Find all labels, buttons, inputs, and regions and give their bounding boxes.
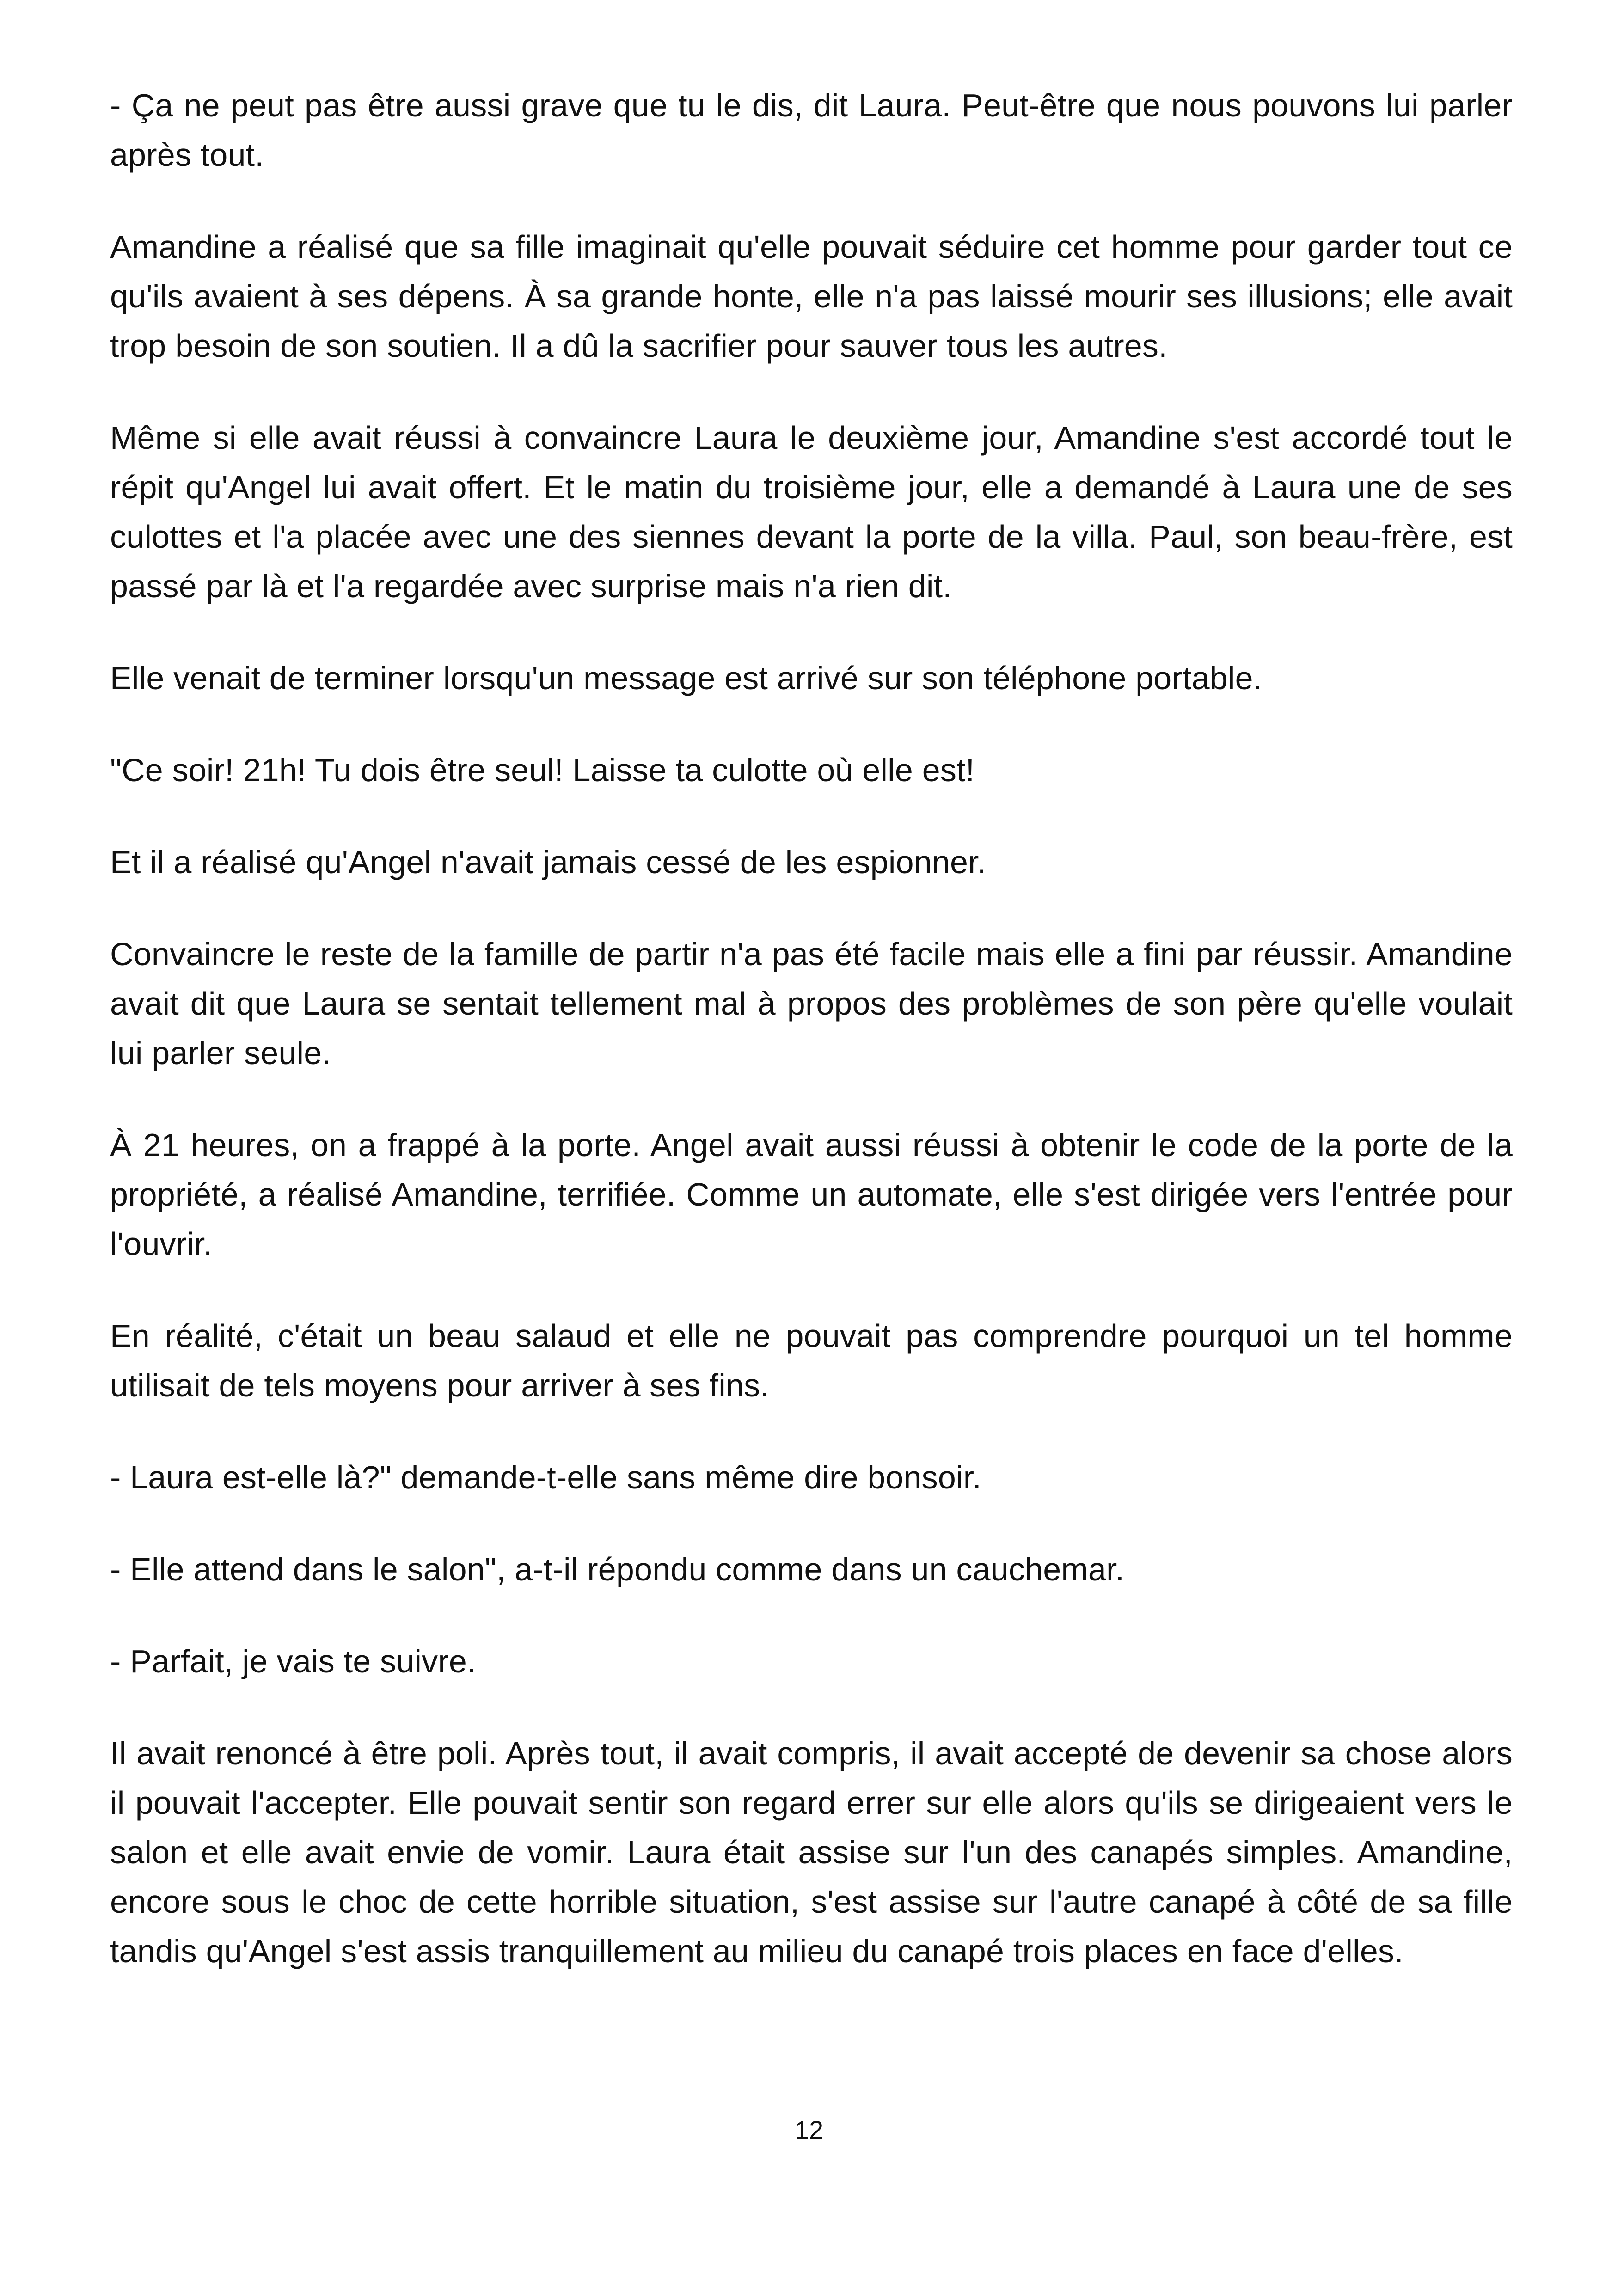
paragraph-4: Elle venait de terminer lorsqu'un message est arrivé sur son téléphone portable. xyxy=(110,660,1263,696)
paragraph-1: - Ça ne peut pas être aussi grave que tu le dis, dit Laura. Peut-être que nous pouvons lui parler après tout. xyxy=(110,87,1513,173)
paragraph-5: "Ce soir! 21h! Tu dois être seul! Laisse ta culotte où elle est! xyxy=(110,752,975,788)
paragraph-12: - Parfait, je vais te suivre. xyxy=(110,1643,476,1679)
paragraph-2: Amandine a réalisé que sa fille imaginait qu'elle pouvait séduire cet homme pour garder tout ce qu'ils avaient à ses dépens. À sa grande honte, elle n'a pas laissé mourir ses illusions; elle avait trop besoin de son soutien. Il a dû la sacrifier pour sauver tous les autres. xyxy=(110,229,1513,364)
paragraph-8: À 21 heures, on a frappé à la porte. Angel avait aussi réussi à obtenir le code de la porte de la propriété, a réalisé Amandine, terrifiée. Comme un automate, elle s'est dirigée vers l'entrée pour l'ouvrir. xyxy=(110,1127,1513,1262)
paragraph-10: - Laura est-elle là?" demande-t-elle sans même dire bonsoir. xyxy=(110,1459,982,1495)
paragraph-11: - Elle attend dans le salon", a-t-il répondu comme dans un cauchemar. xyxy=(110,1551,1125,1587)
paragraph-6: Et il a réalisé qu'Angel n'avait jamais cessé de les espionner. xyxy=(110,844,987,880)
paragraph-3: Même si elle avait réussi à convaincre Laura le deuxième jour, Amandine s'est accordé tout le répit qu'Angel lui avait offert. Et le matin du troisième jour, elle a demandé à Laura une de ses culottes et l'a placée avec une des siennes devant la porte de la villa. Paul, son beau-frère, est passé par là et l'a regardée avec surprise mais n'a rien dit. xyxy=(110,420,1513,604)
page-number: 12 xyxy=(794,2115,824,2144)
paragraph-7: Convaincre le reste de la famille de partir n'a pas été facile mais elle a fini par réussir. Amandine avait dit que Laura se sentait tellement mal à propos des problèmes de son père qu'elle voulait lui parler seule. xyxy=(110,936,1513,1071)
body-text xyxy=(110,81,1513,2019)
paragraph-13: Il avait renoncé à être poli. Après tout, il avait compris, il avait accepté de devenir sa chose alors il pouvait l'accepter. Elle pouvait sentir son regard errer sur elle alors qu'ils se dirigeaient vers le salon et elle avait envie de vomir. Laura était assise sur l'un des canapés simples. Amandine, encore sous le choc de cette horrible situation, s'est assise sur l'autre canapé à côté de sa fille tandis qu'Angel s'est assis tranquillement au milieu du canapé trois places en face d'elles. xyxy=(110,1735,1513,1969)
paragraph-9: En réalité, c'était un beau salaud et elle ne pouvait pas comprendre pourquoi un tel homme utilisait de tels moyens pour arriver à ses fins. xyxy=(110,1318,1513,1403)
